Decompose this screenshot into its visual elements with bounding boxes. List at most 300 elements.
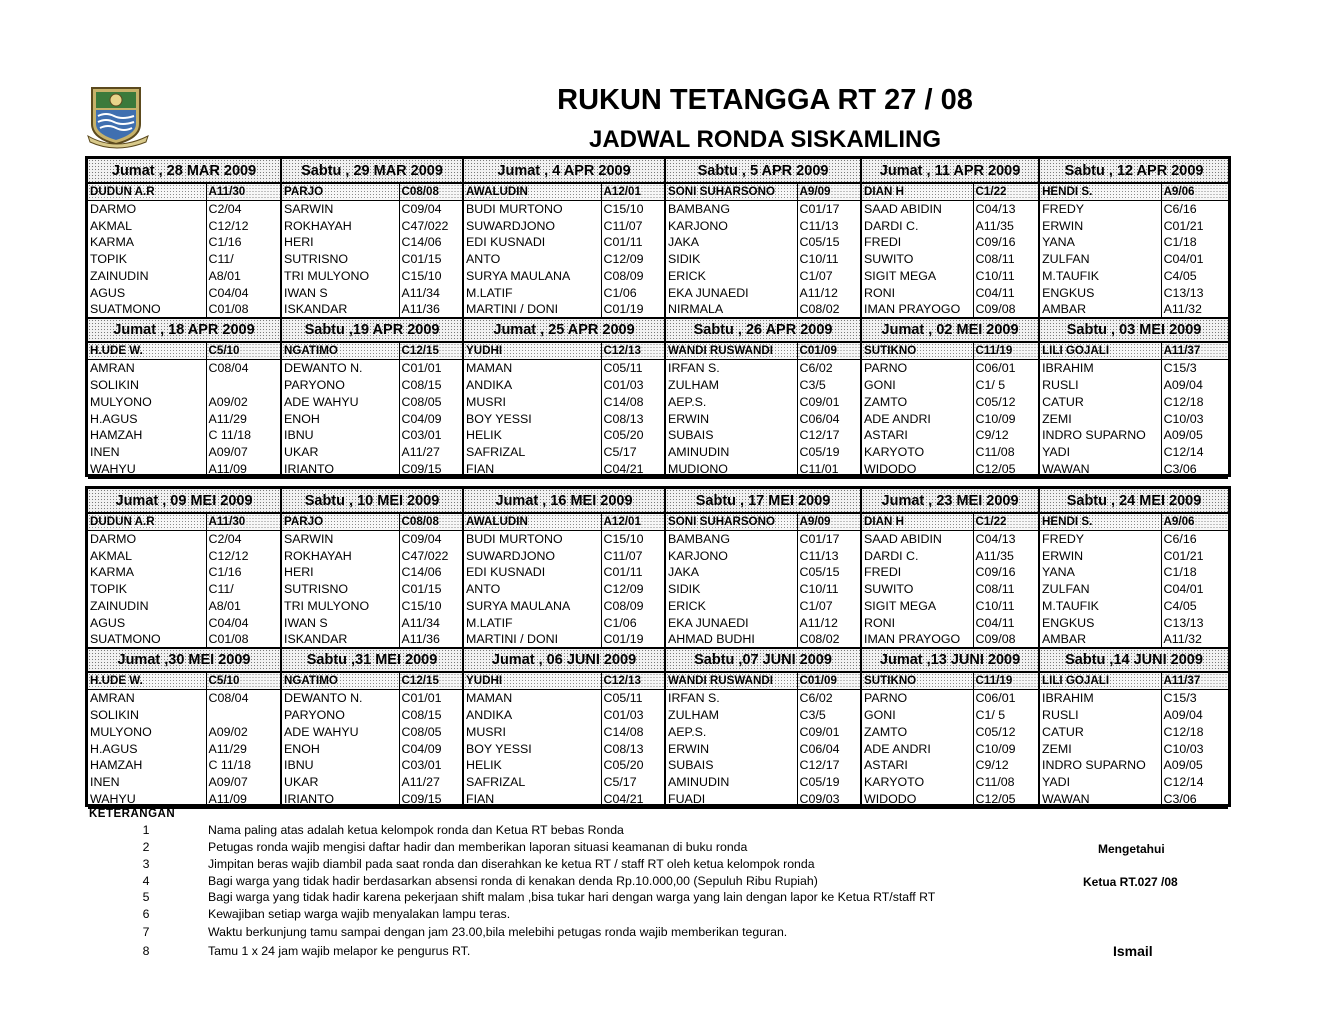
house-code: C 11/18 [206, 427, 281, 444]
member-name: H.AGUS [90, 411, 138, 426]
house-code: C09/04 [399, 531, 463, 548]
member-name: ADE ANDRI [861, 740, 973, 757]
note-number: 5 [142, 890, 150, 904]
note-text: Bagi warga yang tidak hadir berdasarkan absensi ronda di kenakan denda Rp.10.000,00 (Sepuluh Ribu Rupiah) [208, 874, 818, 888]
house-code: C03/01 [399, 427, 463, 444]
table-row [88, 251, 1228, 268]
date-header: Sabtu , 29 MAR 2009 [281, 159, 463, 183]
notes-title: KETERANGAN [89, 808, 176, 820]
member-name: INEN [90, 775, 120, 790]
member-name: ZULFAN [1039, 581, 1161, 598]
house-code: A9/06 [1161, 183, 1228, 201]
member-name: AMBAR [1039, 301, 1161, 318]
date-header: Jumat , 28 MAR 2009 [88, 159, 281, 183]
date-header: Jumat , 25 APR 2009 [463, 318, 665, 342]
member-name: DEWANTO N. [281, 360, 399, 377]
member-name: M.TAUFIK [1039, 598, 1161, 615]
member-name: ANTO [463, 251, 601, 268]
member-name: SAFRIZAL [463, 444, 601, 461]
date-header: Jumat , 06 JUNI 2009 [463, 648, 665, 672]
house-code: A9/06 [1161, 513, 1228, 531]
table-row [88, 791, 1228, 808]
member-name: FREDI [861, 234, 973, 251]
member-name: YANA [1039, 564, 1161, 581]
table-row [88, 360, 1228, 377]
table-row [88, 284, 1228, 301]
member-name: DARDI C. [861, 547, 973, 564]
house-code: C04/13 [973, 201, 1039, 218]
member-name: BAMBANG [665, 531, 797, 548]
member-name: ANDIKA [463, 707, 601, 724]
page-title: RUKUN TETANGGA RT 27 / 08 [557, 84, 973, 116]
house-code: A11/34 [399, 284, 463, 301]
member-name: AKMAL [90, 548, 133, 563]
member-name: ZAMTO [861, 393, 973, 410]
table-row [88, 393, 1228, 410]
table-row [88, 377, 1228, 394]
house-code: C12/05 [973, 461, 1039, 478]
table-row [88, 723, 1228, 740]
house-code: C12/18 [1161, 723, 1228, 740]
member-name: JAKA [665, 234, 797, 251]
house-code: C01/19 [601, 301, 665, 318]
group-leader-row [88, 513, 1228, 531]
member-name: RUSLI [1039, 377, 1161, 394]
member-name: KARYOTO [861, 774, 973, 791]
house-code: C14/08 [601, 723, 665, 740]
member-name: HELIK [463, 427, 601, 444]
house-code: C11/07 [601, 217, 665, 234]
house-code: C47/022 [399, 547, 463, 564]
house-code: C15/3 [1161, 690, 1228, 707]
house-code: C09/15 [399, 461, 463, 478]
house-code: C08/02 [797, 301, 861, 318]
table-row [88, 564, 1228, 581]
house-code: C1/18 [1161, 564, 1228, 581]
house-code: C14/06 [399, 564, 463, 581]
house-code: C01/21 [1161, 217, 1228, 234]
table-row [88, 531, 1228, 548]
house-code: C1/16 [206, 234, 281, 251]
house-code: C1/22 [973, 183, 1039, 201]
member-name: SURYA MAULANA [463, 598, 601, 615]
house-code: C05/19 [797, 774, 861, 791]
member-name: HERI [281, 564, 399, 581]
member-name: IRIANTO [281, 461, 399, 478]
schedule-table [88, 159, 1228, 479]
member-name: ERWIN [1039, 547, 1161, 564]
note-item [0, 856, 1000, 873]
table-row [88, 581, 1228, 598]
member-name: GONI [861, 377, 973, 394]
table-row [88, 631, 1228, 648]
member-name: AMINUDIN [665, 444, 797, 461]
house-code: C09/15 [399, 791, 463, 808]
house-code: C09/08 [973, 301, 1039, 318]
house-code: C01/17 [797, 201, 861, 218]
house-code: C3/5 [797, 707, 861, 724]
member-name: EDI KUSNADI [463, 564, 601, 581]
house-code: C04/11 [973, 284, 1039, 301]
member-name: CATUR [1039, 723, 1161, 740]
table-row [88, 427, 1228, 444]
member-name: TRI MULYONO [281, 268, 399, 285]
member-name: INEN [90, 445, 120, 460]
member-name: ZULHAM [665, 377, 797, 394]
house-code: A11/35 [973, 217, 1039, 234]
house-code: C12/14 [1161, 774, 1228, 791]
member-name: YUDHI [463, 672, 601, 690]
group-leader-row [88, 672, 1228, 690]
house-code: C08/13 [601, 740, 665, 757]
house-code: C01/03 [601, 377, 665, 394]
member-name: AMRAN [90, 361, 135, 376]
house-code: C14/08 [601, 393, 665, 410]
date-header-row [88, 159, 1228, 183]
house-code: A09/05 [1161, 427, 1228, 444]
member-name: DARDI C. [861, 217, 973, 234]
house-code: C05/12 [973, 393, 1039, 410]
member-name: IBRAHIM [1039, 360, 1161, 377]
member-name: ZAINUDIN [90, 599, 149, 614]
house-code: C01/15 [399, 581, 463, 598]
house-code: C12/12 [206, 217, 281, 234]
member-name: MULYONO [90, 394, 152, 409]
date-header: Jumat , 02 MEI 2009 [861, 318, 1039, 342]
member-name: DARMO [90, 532, 137, 547]
note-text: Bagi warga yang tidak hadir karena pekerjaan shift malam ,bisa tukar hari dengan warga yang lain dengan lapor ke Ketua RT/staff RT [208, 890, 936, 904]
house-code: C12/13 [601, 672, 665, 690]
house-code: C01/03 [601, 707, 665, 724]
member-name: FIAN [463, 461, 601, 478]
house-code: A11/36 [399, 631, 463, 648]
member-name: YUDHI [463, 342, 601, 360]
member-name: ISKANDAR [281, 301, 399, 318]
member-name: FREDY [1039, 201, 1161, 218]
date-header: Jumat ,13 JUNI 2009 [861, 648, 1039, 672]
member-name: DEWANTO N. [281, 690, 399, 707]
member-name: AWALUDIN [463, 183, 601, 201]
house-code: A09/02 [206, 393, 281, 410]
member-name: ERICK [665, 268, 797, 285]
house-code: A09/04 [1161, 707, 1228, 724]
house-code: A11/30 [206, 513, 281, 531]
member-name: INDRO SUPARNO [1039, 757, 1161, 774]
member-name: SIGIT MEGA [861, 268, 973, 285]
date-header: Sabtu ,07 JUNI 2009 [665, 648, 861, 672]
house-code: A11/27 [399, 444, 463, 461]
house-code: C14/06 [399, 234, 463, 251]
house-code: A11/35 [973, 547, 1039, 564]
member-name: TRI MULYONO [281, 598, 399, 615]
house-code: C11/13 [797, 547, 861, 564]
member-name: EKA JUNAEDI [665, 614, 797, 631]
member-name: M.TAUFIK [1039, 268, 1161, 285]
date-header: Sabtu , 12 APR 2009 [1039, 159, 1228, 183]
member-name: WAWAN [1039, 791, 1161, 808]
member-name: IMAN PRAYOGO [861, 631, 973, 648]
house-code: C04/04 [206, 614, 281, 631]
house-code: C01/08 [206, 631, 281, 648]
note-number: 8 [142, 944, 150, 958]
member-name: SARWIN [281, 201, 399, 218]
house-code: C09/04 [399, 201, 463, 218]
house-code: C05/12 [973, 723, 1039, 740]
member-name: PARNO [861, 360, 973, 377]
house-code: C09/01 [797, 723, 861, 740]
member-name: ANDIKA [463, 377, 601, 394]
member-name: SUTIKNO [861, 672, 973, 690]
member-name: UKAR [281, 444, 399, 461]
member-name: MARTINI / DONI [463, 631, 601, 648]
house-code: C12/09 [601, 251, 665, 268]
house-code: C12/12 [206, 547, 281, 564]
member-name: MAMAN [463, 690, 601, 707]
house-code: C08/05 [399, 393, 463, 410]
note-text: Waktu berkunjung tamu sampai dengan jam 23.00,bila melebihi petugas ronda wajib memberikan teguran. [208, 925, 788, 939]
house-code: C11/13 [797, 217, 861, 234]
member-name: PARNO [861, 690, 973, 707]
member-name: M.LATIF [463, 614, 601, 631]
member-name: ENGKUS [1039, 284, 1161, 301]
member-name: WAHYU [88, 461, 206, 478]
member-name: YANA [1039, 234, 1161, 251]
house-code: C9/12 [973, 427, 1039, 444]
member-name: AGUS [90, 285, 126, 300]
member-name: SUWARDJONO [463, 547, 601, 564]
house-code: C06/04 [797, 740, 861, 757]
house-code: C12/18 [1161, 393, 1228, 410]
note-item [0, 822, 1000, 839]
member-name: HERI [281, 234, 399, 251]
member-name: EDI KUSNADI [463, 234, 601, 251]
house-code: A09/04 [1161, 377, 1228, 394]
member-name: WIDODO [861, 791, 973, 808]
note-text: Petugas ronda wajib mengisi daftar hadir dan memberikan laporan situasi keamanan di buku ronda [208, 840, 748, 854]
member-name: RONI [861, 614, 973, 631]
table-row [88, 774, 1228, 791]
house-code: A11/27 [399, 774, 463, 791]
member-name: HAMZAH [90, 428, 143, 443]
house-code: A11/29 [206, 410, 281, 427]
date-header-row [88, 489, 1228, 513]
house-code: C01/08 [206, 301, 281, 318]
member-name: SUBAIS [665, 757, 797, 774]
member-name: ISKANDAR [281, 631, 399, 648]
house-code: C04/09 [399, 740, 463, 757]
member-name: EKA JUNAEDI [665, 284, 797, 301]
house-code: C12/09 [601, 581, 665, 598]
house-code: C10/11 [973, 598, 1039, 615]
member-name: AKMAL [90, 218, 133, 233]
date-header: Sabtu ,31 MEI 2009 [281, 648, 463, 672]
date-header: Jumat , 09 MEI 2009 [88, 489, 281, 513]
house-code: C11/07 [601, 547, 665, 564]
member-name: JAKA [665, 564, 797, 581]
member-name: AEP.S. [665, 393, 797, 410]
house-code: C15/10 [601, 531, 665, 548]
date-header: Sabtu ,14 JUNI 2009 [1039, 648, 1228, 672]
note-item [0, 839, 1000, 856]
table-row [88, 740, 1228, 757]
house-code: A9/09 [797, 513, 861, 531]
house-code: C05/15 [797, 234, 861, 251]
date-header: Jumat ,30 MEI 2009 [88, 648, 281, 672]
member-name: ADE ANDRI [861, 410, 973, 427]
house-code: C04/13 [973, 531, 1039, 548]
house-code: C3/06 [1161, 461, 1228, 478]
member-name: SIDIK [665, 581, 797, 598]
member-name: RUSLI [1039, 707, 1161, 724]
member-name: SUWITO [861, 581, 973, 598]
member-name: IRFAN S. [665, 360, 797, 377]
house-code: C09/01 [797, 393, 861, 410]
table-row [88, 217, 1228, 234]
member-name: ASTARI [861, 757, 973, 774]
member-name: SOLIKIN [90, 707, 139, 722]
member-name: SUATMONO [88, 301, 206, 318]
house-code: C04/04 [206, 284, 281, 301]
house-code: C04/01 [1161, 251, 1228, 268]
house-code: C08/05 [399, 723, 463, 740]
note-number: 4 [142, 874, 150, 888]
member-name: SUWARDJONO [463, 217, 601, 234]
house-code: C10/11 [973, 268, 1039, 285]
house-code: A11/30 [206, 183, 281, 201]
house-code: C12/13 [601, 342, 665, 360]
member-name: SUTIKNO [861, 342, 973, 360]
member-name: ZULFAN [1039, 251, 1161, 268]
house-code: C04/21 [601, 791, 665, 808]
house-code: A12/01 [601, 183, 665, 201]
member-name: BOY YESSI [463, 410, 601, 427]
member-name: BUDI MURTONO [463, 201, 601, 218]
house-code: C01/09 [797, 342, 861, 360]
house-code: C1/16 [206, 564, 281, 581]
member-name: DUDUN A.R [88, 513, 206, 531]
house-code: C05/20 [601, 427, 665, 444]
house-code: C08/02 [797, 631, 861, 648]
house-code: C1/ 5 [973, 377, 1039, 394]
table-row [88, 690, 1228, 707]
member-name: ZULHAM [665, 707, 797, 724]
member-name: FREDY [1039, 531, 1161, 548]
date-header: Sabtu , 24 MEI 2009 [1039, 489, 1228, 513]
signature-label: Mengetahui [1098, 842, 1165, 856]
member-name: RONI [861, 284, 973, 301]
house-code: C01/21 [1161, 547, 1228, 564]
house-code: C01/01 [399, 360, 463, 377]
member-name: KARMA [90, 235, 135, 250]
house-code: A11/34 [399, 614, 463, 631]
house-code: C11/01 [797, 461, 861, 478]
member-name: SAAD ABIDIN [861, 531, 973, 548]
house-code: C04/11 [973, 614, 1039, 631]
house-code: A12/01 [601, 513, 665, 531]
house-code: C06/04 [797, 410, 861, 427]
house-code: C08/11 [973, 581, 1039, 598]
table-row [88, 614, 1228, 631]
member-name: SONI SUHARSONO [665, 183, 797, 201]
signature-name: Ismail [1113, 943, 1153, 959]
member-name: SUTRISNO [281, 251, 399, 268]
member-name: DIAN H [861, 513, 973, 531]
member-name: ERWIN [1039, 217, 1161, 234]
member-name: BAMBANG [665, 201, 797, 218]
house-code: C6/02 [797, 360, 861, 377]
house-code: C3/5 [797, 377, 861, 394]
member-name: SARWIN [281, 531, 399, 548]
house-code: C06/01 [973, 360, 1039, 377]
house-code: C05/20 [601, 757, 665, 774]
member-name: CATUR [1039, 393, 1161, 410]
house-code: A11/09 [206, 791, 281, 808]
table-row [88, 707, 1228, 724]
table-row [88, 268, 1228, 285]
house-code: C4/05 [1161, 268, 1228, 285]
member-name: HELIK [463, 757, 601, 774]
member-name: INDRO SUPARNO [1039, 427, 1161, 444]
member-name: UKAR [281, 774, 399, 791]
date-header: Jumat , 4 APR 2009 [463, 159, 665, 183]
member-name: FIAN [463, 791, 601, 808]
house-code: C6/16 [1161, 201, 1228, 218]
member-name: AWALUDIN [463, 513, 601, 531]
house-code: C11/19 [973, 342, 1039, 360]
member-name: ENOH [281, 740, 399, 757]
house-code: C12/05 [973, 791, 1039, 808]
house-code: A8/01 [206, 268, 281, 285]
member-name: YADI [1039, 774, 1161, 791]
house-code: A11/37 [1161, 672, 1228, 690]
house-code: C08/15 [399, 707, 463, 724]
member-name: MUSRI [463, 393, 601, 410]
house-code: C15/10 [399, 598, 463, 615]
member-name: BOY YESSI [463, 740, 601, 757]
member-name: IBRAHIM [1039, 690, 1161, 707]
house-code: C5/17 [601, 444, 665, 461]
member-name: KARMA [90, 565, 135, 580]
member-name: DARMO [90, 202, 137, 217]
member-name: GONI [861, 707, 973, 724]
house-code [206, 377, 281, 394]
house-code: C5/17 [601, 774, 665, 791]
member-name: H.AGUS [90, 741, 138, 756]
house-code: C11/19 [973, 672, 1039, 690]
member-name: AMBAR [1039, 631, 1161, 648]
house-code: C01/01 [399, 690, 463, 707]
note-text: Tamu 1 x 24 jam wajib melapor ke pengurus RT. [208, 944, 471, 958]
note-item [0, 943, 1000, 960]
member-name: SAFRIZAL [463, 774, 601, 791]
house-code: A09/07 [206, 774, 281, 791]
date-header: Sabtu , 10 MEI 2009 [281, 489, 463, 513]
member-name: ZEMI [1039, 740, 1161, 757]
note-number: 3 [142, 857, 150, 871]
member-name: NGATIMO [281, 672, 399, 690]
member-name: MARTINI / DONI [463, 301, 601, 318]
member-name: MAMAN [463, 360, 601, 377]
house-code: C01/15 [399, 251, 463, 268]
house-code: C01/11 [601, 234, 665, 251]
member-name: PARYONO [281, 377, 399, 394]
note-item [0, 906, 1000, 923]
member-name: H.UDE W. [88, 342, 206, 360]
house-code: C09/16 [973, 234, 1039, 251]
house-code: C12/17 [797, 427, 861, 444]
house-code: C1/06 [601, 614, 665, 631]
house-code: C09/16 [973, 564, 1039, 581]
